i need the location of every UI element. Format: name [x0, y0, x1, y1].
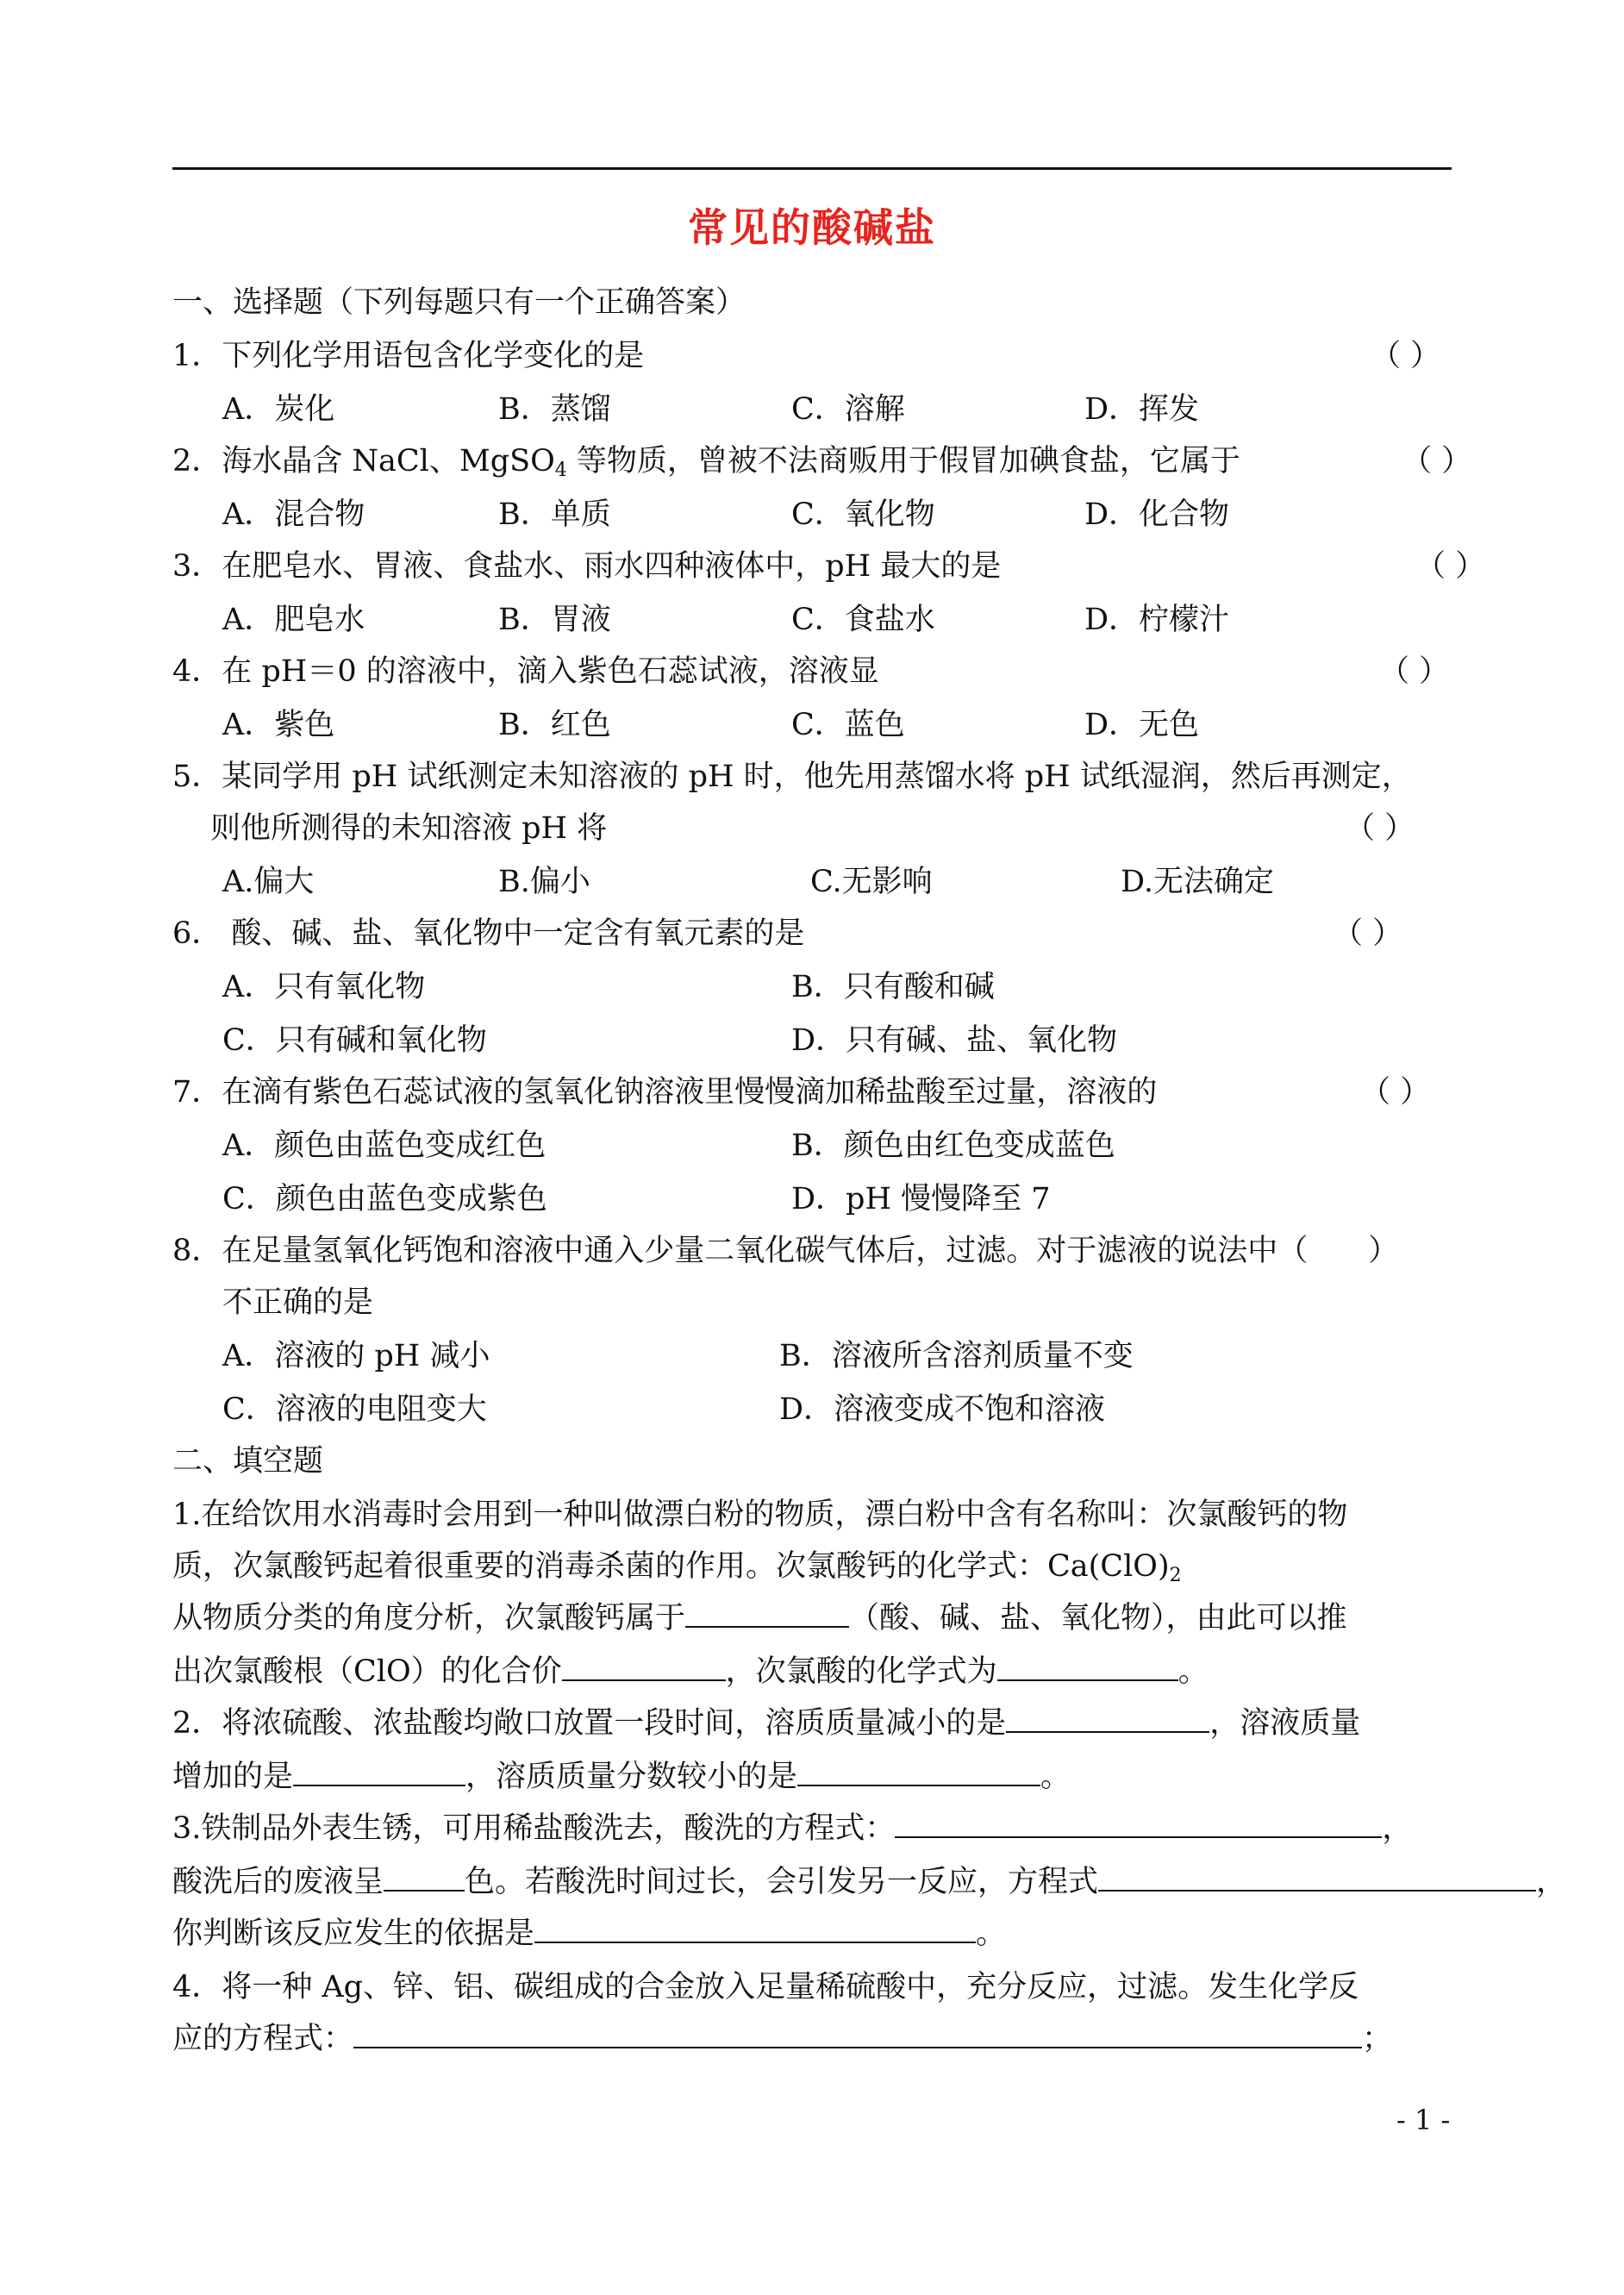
fill-3-line-2: 酸洗后的废液呈 色。若酸洗时间过长，会引发另一反应，方程式 ， — [172, 1860, 1566, 1904]
answer-blank[interactable] — [353, 2017, 1362, 2048]
q6-option-b: B．只有酸和碱 — [791, 970, 995, 1004]
answer-blank[interactable] — [1098, 1860, 1536, 1892]
answer-paren-1: （ ） — [1371, 339, 1441, 373]
question-6-stem: 6． 酸、碱、盐、氧化物中一定含有氧元素的是 — [172, 916, 805, 951]
question-8-stem: 8．在足量氢氧化钙饱和溶液中通入少量二氧化碳气体后，过滤。对于滤液的说法中（ ） — [172, 1234, 1399, 1268]
page-number: - 1 - — [1396, 2104, 1451, 2136]
q1-option-d: D．挥发 — [1084, 392, 1200, 427]
answer-paren-5: （ ） — [1345, 811, 1415, 846]
answer-blank[interactable] — [1006, 1702, 1209, 1733]
fill-4-line-1: 4．将一种 Ag、锌、铝、碳组成的合金放入足量稀硫酸中，充分反应，过滤。发生化学反 — [172, 1970, 1359, 2004]
q6-option-a: A．只有氧化物 — [222, 970, 426, 1004]
q3-option-d: D．柠檬汁 — [1084, 603, 1230, 637]
q7-option-c: C．颜色由蓝色变成紫色 — [222, 1182, 547, 1216]
q4-option-a: A．紫色 — [222, 708, 335, 742]
answer-paren-4: （ ） — [1379, 654, 1450, 689]
q2-option-a: A．混合物 — [222, 497, 365, 532]
q4-option-b: B．红色 — [498, 708, 611, 742]
header-rule — [172, 167, 1452, 170]
q3-option-a: A．肥皂水 — [222, 603, 365, 637]
answer-blank[interactable] — [562, 1650, 726, 1681]
q2-option-d: D．化合物 — [1084, 497, 1230, 532]
question-4-stem: 4．在 pH＝0 的溶液中，滴入紫色石蕊试液，溶液显 — [172, 654, 879, 689]
q8-option-b: B．溶液所含溶剂质量不变 — [779, 1339, 1134, 1373]
q5-option-d: D.无法确定 — [1121, 865, 1274, 899]
q6-option-d: D．只有碱、盐、氧化物 — [791, 1023, 1118, 1058]
q1-option-a: A．炭化 — [222, 392, 335, 427]
q2-option-c: C．氧化物 — [791, 497, 935, 532]
answer-blank[interactable] — [997, 1650, 1178, 1681]
q5-option-b: B.偏小 — [498, 865, 590, 899]
answer-blank[interactable] — [797, 1755, 1040, 1786]
section-heading-fill: 二、填空题 — [172, 1444, 324, 1479]
question-1-stem: 1．下列化学用语包含化学变化的是 — [172, 339, 645, 373]
q8-option-a: A．溶液的 pH 减小 — [222, 1339, 490, 1373]
answer-blank[interactable] — [685, 1597, 849, 1628]
fill-2-line-2: 增加的是 ，溶质质量分数较小的是 。 — [172, 1755, 1071, 1798]
page-title: 常见的酸碱盐 — [688, 204, 936, 251]
fill-1-line-3: 从物质分类的角度分析，次氯酸钙属于 （酸、碱、盐、氧化物），由此可以推 — [172, 1597, 1347, 1640]
fill-1-line-2: 质，次氯酸钙起着很重要的消毒杀菌的作用。次氯酸钙的化学式：$Ca(ClO)_2$ — [172, 1549, 1182, 1586]
answer-paren-6: （ ） — [1333, 916, 1403, 951]
question-2-stem: 2．海水晶含 NaCl、MgSO$_4$ 等物质，曾被不法商贩用于假冒加碘食盐，它属于 — [172, 444, 1240, 481]
answer-blank[interactable] — [895, 1807, 1382, 1838]
answer-blank[interactable] — [293, 1755, 465, 1786]
q7-option-a: A．颜色由蓝色变成红色 — [222, 1129, 547, 1163]
fill-1-line-4: 出次氯酸根（ClO）的化合价 ，次氯酸的化学式为 。 — [172, 1650, 1209, 1693]
fill-3-line-1: 3.铁制品外表生锈，可用稀盐酸洗去，酸洗的方程式： ， — [172, 1807, 1412, 1850]
answer-blank[interactable] — [384, 1860, 465, 1892]
question-7-stem: 7．在滴有紫色石蕊试液的氢氧化钠溶液里慢慢滴加稀盐酸至过量，溶液的 — [172, 1075, 1158, 1110]
q8-option-c: C．溶液的电阻变大 — [222, 1392, 487, 1427]
answer-blank[interactable] — [534, 1912, 976, 1943]
q5-option-c: C.无影响 — [810, 865, 933, 899]
q7-option-d: D．pH 慢慢降至 7 — [791, 1182, 1051, 1216]
fill-2-line-1: 2．将浓硫酸、浓盐酸均敞口放置一段时间，溶质质量减小的是 ，溶液质量 — [172, 1702, 1360, 1745]
q1-option-b: B．蒸馏 — [498, 392, 611, 427]
fill-4-line-2: 应的方程式： ； — [172, 2017, 1392, 2060]
answer-paren-7: （ ） — [1360, 1075, 1431, 1110]
q4-option-d: D．无色 — [1084, 708, 1200, 742]
answer-paren-3: （ ） — [1415, 549, 1486, 584]
q8-option-d: D．溶液变成不饱和溶液 — [779, 1392, 1106, 1427]
q7-option-b: B．颜色由红色变成蓝色 — [791, 1129, 1115, 1163]
question-5-stem-cont: 则他所测得的未知溶液 pH 将 — [210, 811, 608, 846]
fill-3-line-3: 你判断该反应发生的依据是 。 — [172, 1912, 1006, 1955]
answer-paren-2: （ ） — [1402, 444, 1472, 478]
question-3-stem: 3．在肥皂水、胃液、食盐水、雨水四种液体中，pH 最大的是 — [172, 549, 1002, 584]
q6-option-c: C．只有碱和氧化物 — [222, 1023, 487, 1058]
q1-option-c: C．溶解 — [791, 392, 905, 427]
section-heading-choice: 一、选择题（下列每题只有一个正确答案） — [172, 285, 746, 320]
fill-1-line-1: 1.在给饮用水消毒时会用到一种叫做漂白粉的物质，漂白粉中含有名称叫：次氯酸钙的物 — [172, 1498, 1348, 1532]
q3-option-b: B．胃液 — [498, 603, 611, 637]
question-5-stem: 5．某同学用 pH 试纸测定未知溶液的 pH 时，他先用蒸馏水将 pH 试纸湿润，然后再测定， — [172, 760, 1412, 794]
question-8-stem-cont: 不正确的是 — [222, 1285, 374, 1320]
q4-option-c: C．蓝色 — [791, 708, 905, 742]
q5-option-a: A.偏大 — [222, 865, 315, 899]
q3-option-c: C．食盐水 — [791, 603, 935, 637]
q2-option-b: B．单质 — [498, 497, 611, 532]
